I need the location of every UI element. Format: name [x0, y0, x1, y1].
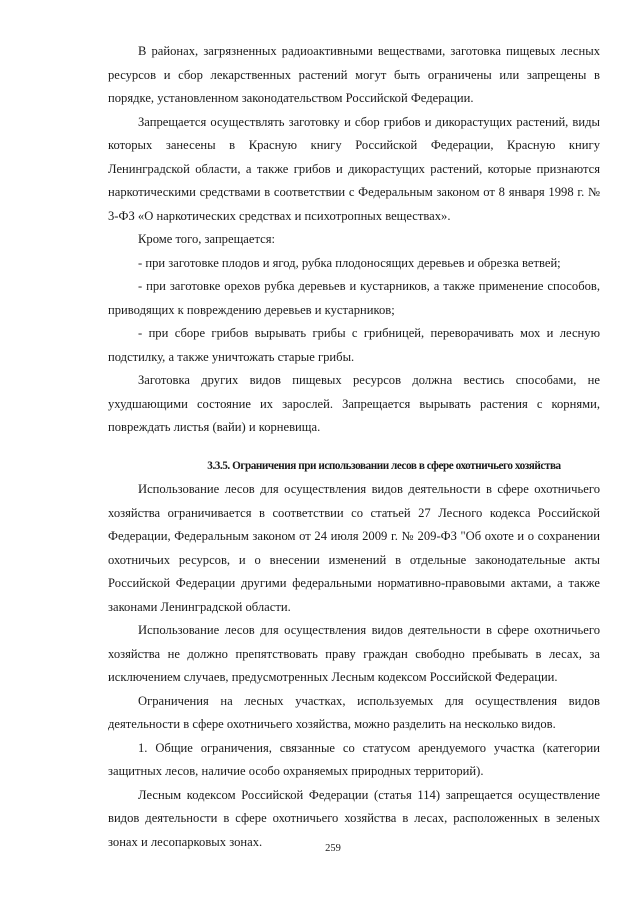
paragraph: В районах, загрязненных радиоактивными веществами, заготовка пищевых лесных ресурсов и сбор лекарственных растений могут быть ограничены или запрещены в порядке, установленном законодательством Российской Федерации.	[108, 44, 600, 105]
paragraph: 1. Общие ограничения, связанные со статусом арендуемого участка (категории защитных лесов, наличие особо охраняемых природных территорий).	[108, 740, 600, 778]
paragraph: Лесным кодексом Российской Федерации (статья 114) запрещается осуществление видов деятельности в сфере охотничьего хозяйства в лесах, расположенных в зеленых зонах и лесопарковых зонах.	[108, 787, 600, 849]
document-page	[108, 40, 600, 854]
list-item: - при заготовке орехов рубка деревьев и кустарников, а также применение способов, приводящих к повреждению деревьев и кустарников;	[108, 279, 600, 317]
list-item: - при заготовке плодов и ягод, рубка плодоносящих деревьев и обрезка ветвей;	[138, 255, 561, 270]
paragraph: Запрещается осуществлять заготовку и сбор грибов и дикорастущих растений, виды которых занесены в Красную книгу Российской Федерации, Красную книгу Ленинградской области, а также грибов и дикорастущих растений, которые признаются наркотическими средствами в соответствии с Федеральным законом от 8 января 1998 г. № 3-ФЗ «О наркотических средствах и психотропных веществах».	[108, 114, 600, 223]
paragraph: Использование лесов для осуществления видов деятельности в сфере охотничьего хозяйства ограничивается в соответствии со статьей 27 Лесного кодекса Российской Федерации, Федеральным законом от 24 июля 2009 г. № 209-ФЗ "Об охоте и о сохранении охотничьих ресурсов, и о внесении изменений в отдельные законодательные акты Российской Федерации другими федеральными нормативно-правовыми актами, а также законами Ленинградской области.	[108, 482, 600, 614]
list-item: - при сборе грибов вырывать грибы с грибницей, переворачивать мох и лесную подстилку, а также уничтожать старые грибы.	[108, 326, 600, 364]
paragraph: Ограничения на лесных участках, используемых для осуществления видов деятельности в сфере охотничьего хозяйства, можно разделить на несколько видов.	[108, 693, 600, 731]
paragraph: Использование лесов для осуществления видов деятельности в сфере охотничьего хозяйства не должно препятствовать праву граждан свободно пребывать в лесах, за исключением случаев, предусмотренных Лесным кодексом Российской Федерации.	[108, 623, 600, 684]
paragraph: Заготовка других видов пищевых ресурсов должна вестись способами, не ухудшающими состояние их зарослей. Запрещается вырывать растения с корнями, повреждать листья (вайи) и корневища.	[108, 373, 600, 434]
section-heading: 3.3.5. Ограничения при использовании лесов в сфере охотничьего хозяйства	[207, 459, 561, 472]
paragraph: Кроме того, запрещается:	[138, 232, 275, 246]
page-number: 259	[325, 843, 341, 854]
